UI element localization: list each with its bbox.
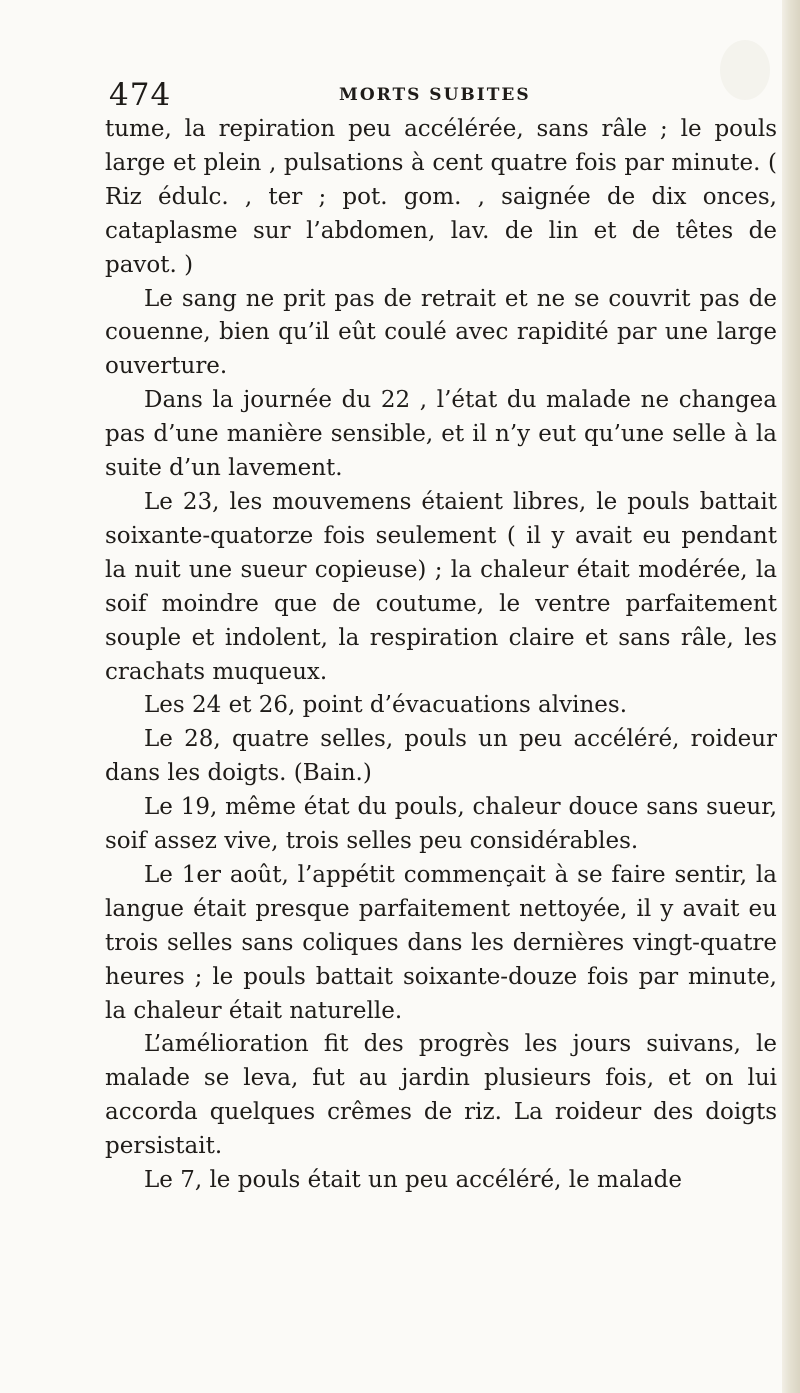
paragraph: tume, la repiration peu accélérée, sans râle ; le pouls large et plein , pulsations à cent quatre fois par minute. ( Riz édulc. , ter ; pot. gom. , saignée de dix onces, cataplasme sur l’abdomen, lav. de lin et de têtes de pavot. ) <box>105 116 777 278</box>
paragraph: Le 23, les mouvemens étaient libres, le pouls battait soixante-quatorze fois seulement ( il y avait eu pendant la nuit une sueur copieuse) ; la chaleur était modérée, la soif moindre que de coutume, le ventre parfaitement souple et indolent, la respiration claire et sans râle, les crachats muqueux. <box>105 488 777 685</box>
paragraph: Le 28, quatre selles, pouls un peu accéléré, roideur dans les doigts. (Bain.) <box>105 726 777 787</box>
page-header <box>109 75 769 115</box>
paragraph: Le 7, le pouls était un peu accéléré, le malade <box>144 1167 682 1194</box>
paragraph: Les 24 et 26, point d’évacuations alvines. <box>144 692 628 719</box>
page-edge-shadow <box>782 0 800 1393</box>
body-text <box>105 113 777 1198</box>
paragraph: Le 19, même état du pouls, chaleur douce sans sueur, soif assez vive, trois selles peu considérables. <box>105 794 777 855</box>
paragraph: Le 1er août, l’appétit commençait à se faire sentir, la langue était presque parfaitement nettoyée, il y avait eu trois selles sans coliques dans les dernières vingt-quatre heures ; le pouls battait soixante-douze fois par minute, la chaleur était naturelle. <box>105 861 777 1024</box>
page-number: 474 <box>109 77 172 113</box>
paragraph: Dans la journée du 22 , l’état du malade ne changea pas d’une manière sensible, et il n’y eut qu’une selle à la suite d’un lavement. <box>105 387 777 482</box>
paragraph: Le sang ne prit pas de retrait et ne se couvrit pas de couenne, bien qu’il eût coulé avec rapidité par une large ouverture. <box>105 285 777 380</box>
paragraph: L’amélioration fit des progrès les jours suivans, le malade se leva, fut au jardin plusieurs fois, et on lui accorda quelques crêmes de riz. La roideur des doigts persistait. <box>105 1031 777 1160</box>
running-head: MORTS SUBITES <box>339 85 531 105</box>
